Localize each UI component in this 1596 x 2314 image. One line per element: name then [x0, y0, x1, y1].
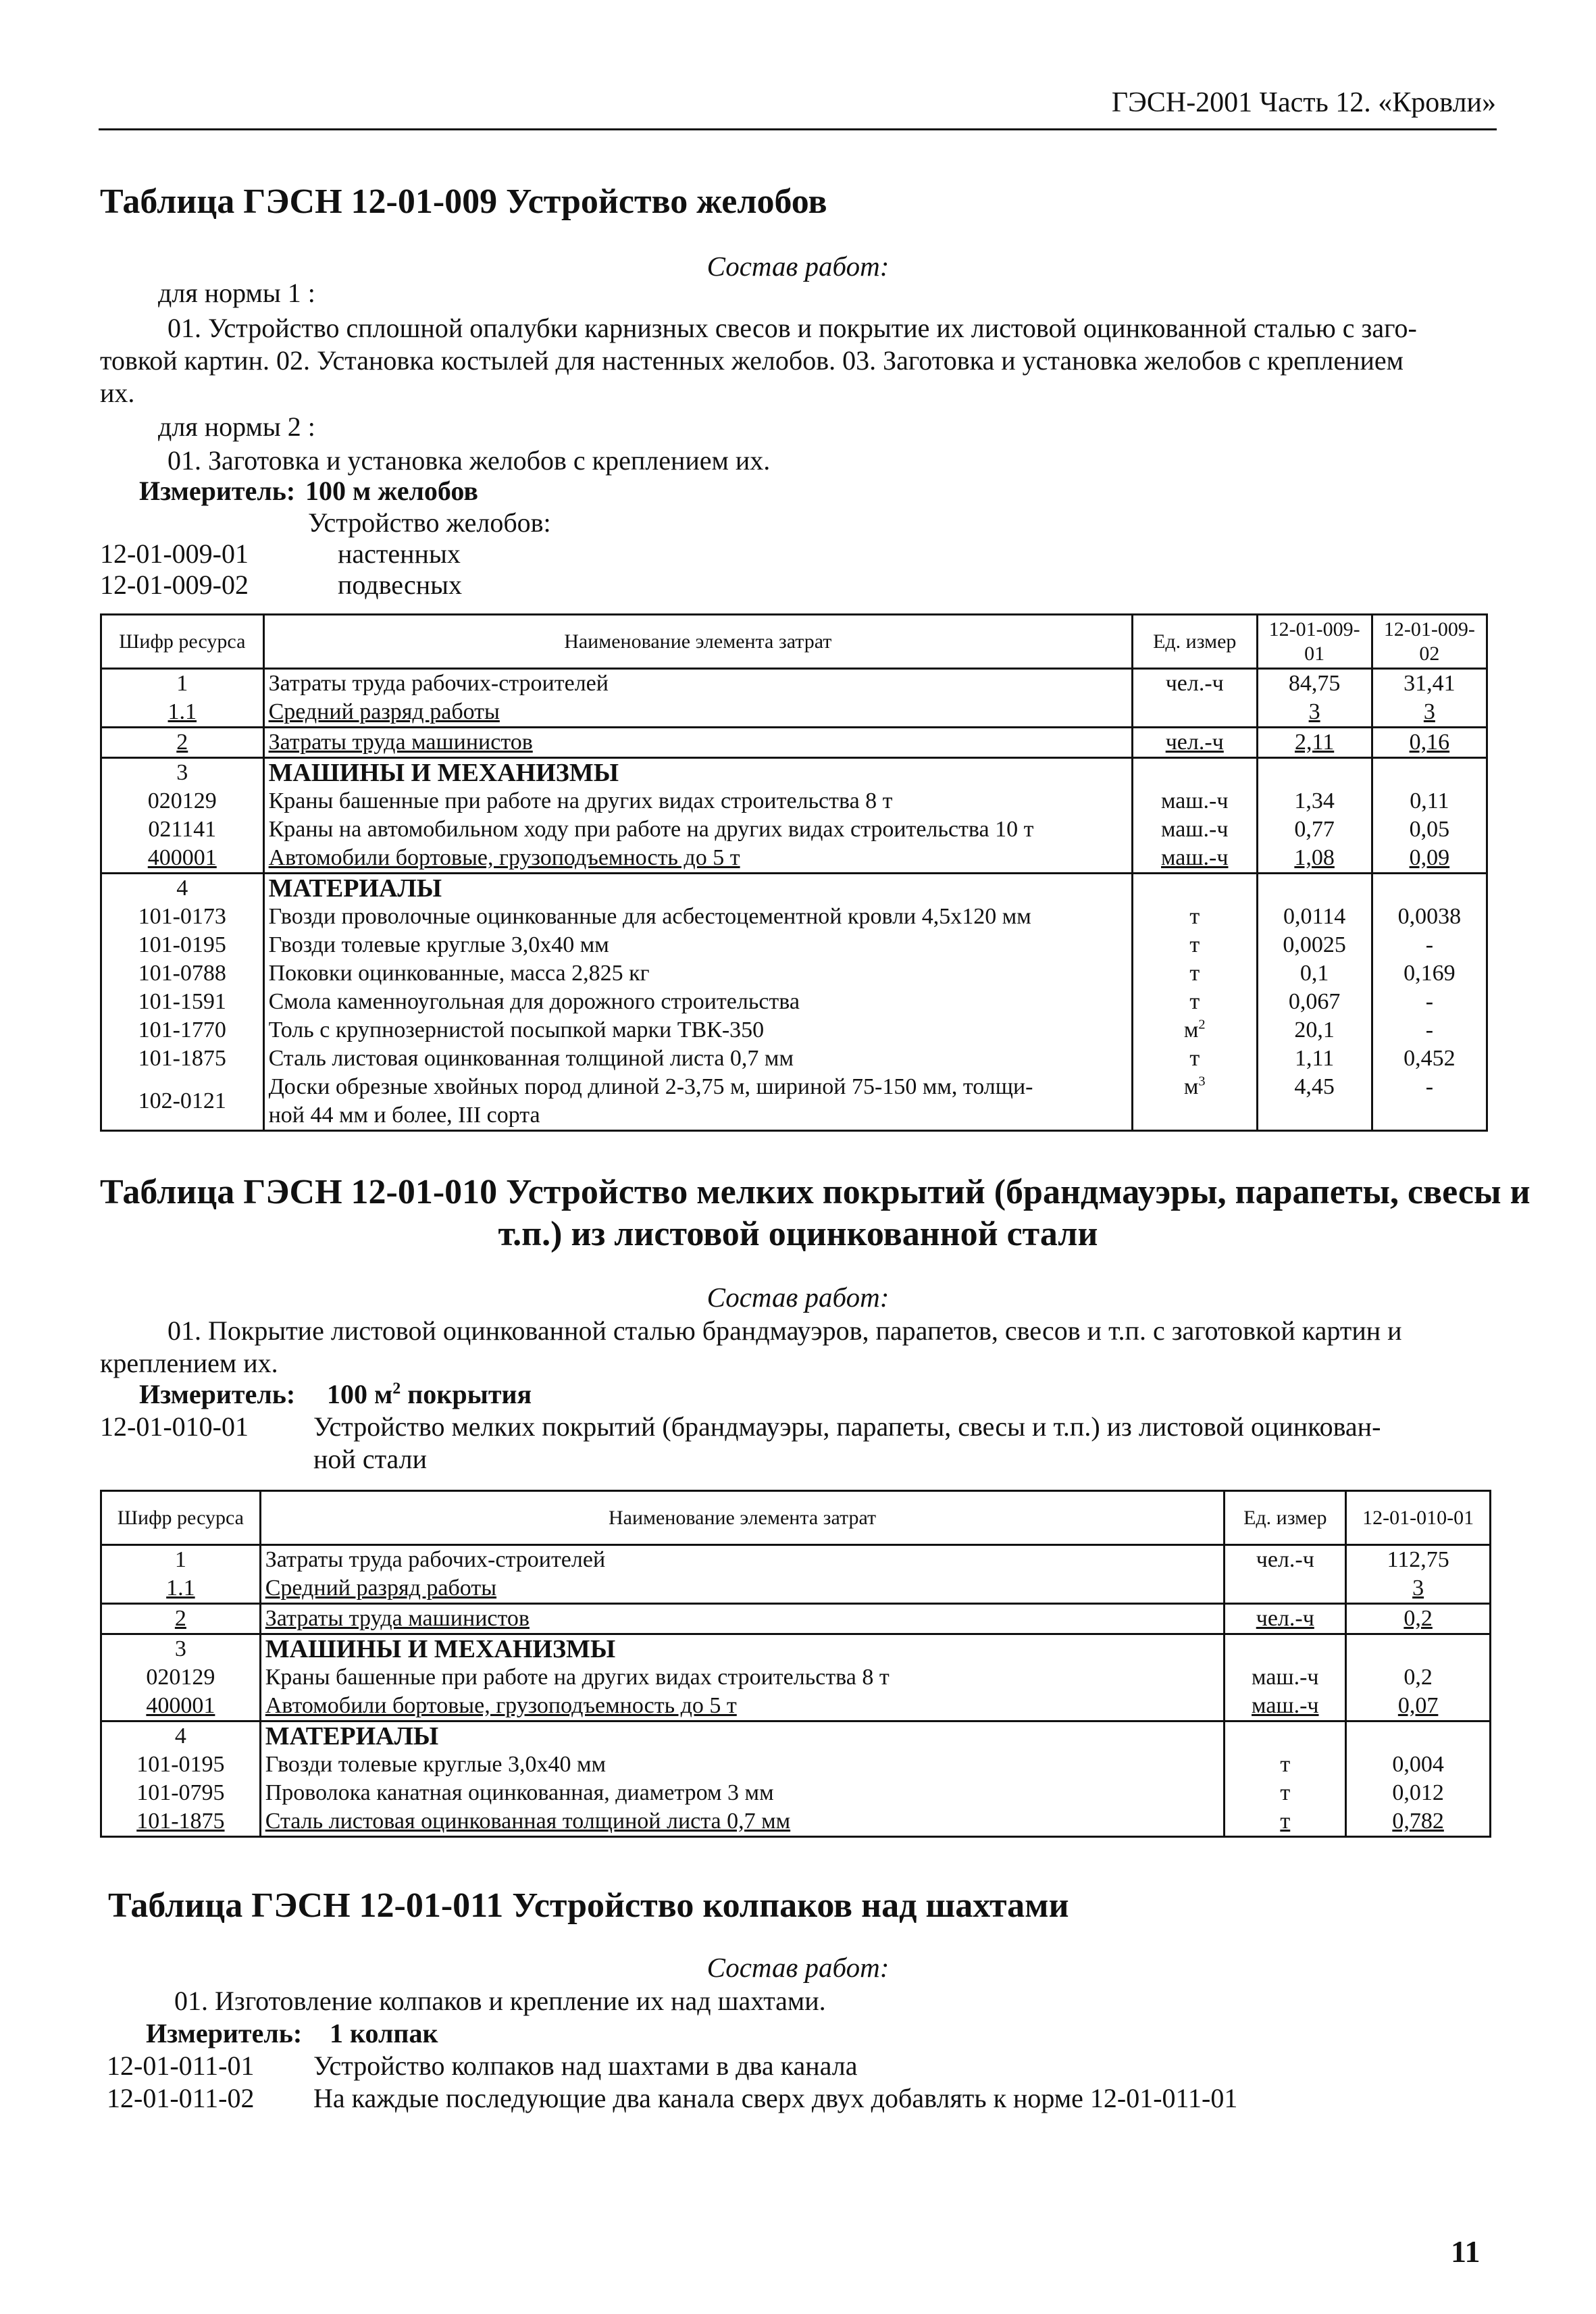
- table-row: [101, 959, 1487, 988]
- table2-title: Таблица ГЭСН 12-01-010 Устройство мелких покрытий (брандмауэры, парапеты, свесы и: [100, 1173, 1530, 1211]
- table2-text: 01. Покрытие листовой оцинкованной сталью брандмауэров, парапетов, свесов и т.п. с заготовкой картин и: [168, 1315, 1402, 1346]
- cell-unit: чел.-ч: [1225, 1545, 1346, 1575]
- cell-code: 1.1: [101, 698, 264, 728]
- cell-name-text: Автомобили бортовые, грузоподъемность до 5 т: [268, 845, 740, 870]
- cell-value: 0,004: [1346, 1751, 1491, 1779]
- col-header-code: Шифр ресурса: [101, 615, 264, 669]
- cell-value: -: [1372, 988, 1487, 1016]
- cell-value: -: [1372, 1073, 1487, 1131]
- cell-code: 101-1591: [101, 988, 264, 1016]
- cell-value: 2,11: [1257, 728, 1372, 758]
- cell-code: 101-1875: [101, 1045, 264, 1073]
- cell-name-text: Краны башенные при работе на других видах строительства 8 т: [265, 1665, 890, 1690]
- cell-value: 3: [1346, 1574, 1491, 1604]
- cell-unit: [1225, 1634, 1346, 1664]
- header-rule: [99, 128, 1497, 130]
- cell-unit: т: [1133, 903, 1258, 931]
- cell-code: 1: [101, 669, 264, 699]
- cell-name-text: Затраты труда машинистов: [268, 730, 533, 755]
- cell-code: 4: [101, 874, 264, 903]
- table-row: [101, 988, 1487, 1016]
- cell-name: [263, 903, 1132, 931]
- cell-value: 0,452: [1372, 1045, 1487, 1073]
- cell-unit: $м^2$: [1133, 1016, 1258, 1045]
- cell-code: 021141: [101, 815, 264, 844]
- cell-name: [263, 728, 1132, 758]
- table-row: [101, 669, 1487, 699]
- cell-value: 0,0025: [1257, 931, 1372, 959]
- table-row: [101, 1721, 1491, 1751]
- col-header-unit: Ед. измер: [1225, 1491, 1346, 1545]
- col-header-norm: 12-01-010-01: [1346, 1491, 1491, 1545]
- norm-code: 12-01-009-02: [100, 570, 249, 600]
- table-row: [101, 1045, 1487, 1073]
- cell-value: 3: [1372, 698, 1487, 728]
- cell-code: 3: [101, 1634, 261, 1664]
- table2-text: креплением их.: [100, 1348, 278, 1378]
- table1-norm2-text: 01. Заготовка и установка желобов с креплением их.: [168, 445, 771, 476]
- cell-unit: чел.-ч: [1225, 1604, 1346, 1634]
- cell-name: [263, 959, 1132, 988]
- cell-unit: [1225, 1721, 1346, 1751]
- cell-name: [260, 1634, 1225, 1664]
- cell-name: [263, 844, 1132, 874]
- cell-unit: [1133, 874, 1258, 903]
- table-row: [101, 1073, 1487, 1131]
- table3-text: 01. Изготовление колпаков и крепление их над шахтами.: [174, 1986, 826, 2016]
- cell-code: 400001: [101, 844, 264, 874]
- table-row: [101, 787, 1487, 815]
- cell-unit: маш.-ч: [1133, 815, 1258, 844]
- cell-unit: т: [1133, 931, 1258, 959]
- cell-value: 112,75: [1346, 1545, 1491, 1575]
- norm-code: 12-01-009-01: [100, 538, 249, 569]
- cell-name-text: Толь с крупнозернистой посыпкой марки ТВК-350: [268, 1017, 765, 1042]
- cell-code: 2: [101, 728, 264, 758]
- cell-name: [263, 1016, 1132, 1045]
- cell-name: [260, 1779, 1225, 1807]
- cell-value: 0,77: [1257, 815, 1372, 844]
- cell-value: 4,45: [1257, 1073, 1372, 1131]
- cell-name: [263, 988, 1132, 1016]
- cell-name-text: Доски обрезные хвойных пород длиной 2-3,75 м, шириной 75-150 мм, толщи-: [268, 1074, 1033, 1099]
- cell-name-text: Краны на автомобильном ходу при работе на других видах строительства 10 т: [268, 817, 1034, 842]
- cell-code: 3: [101, 758, 264, 788]
- cell-code: 101-0195: [101, 1751, 261, 1779]
- cell-code: 102-0121: [101, 1073, 264, 1131]
- table-row: [101, 728, 1487, 758]
- cell-name-text: Проволока канатная оцинкованная, диаметром 3 мм: [265, 1780, 774, 1805]
- cell-name: [263, 1045, 1132, 1073]
- norm-name: На каждые последующие два канала сверх двух добавлять к норме 12-01-011-01: [313, 2083, 1238, 2113]
- cell-value: 1,08: [1257, 844, 1372, 874]
- cell-code: 1.1: [101, 1574, 261, 1604]
- norm-name: ной стали: [313, 1444, 428, 1474]
- table1-group-label: Устройство желобов:: [308, 507, 551, 538]
- cell-name-text: Средний разряд работы: [268, 699, 500, 724]
- cell-value: [1372, 874, 1487, 903]
- cell-name-text: Сталь листовая оцинкованная толщиной листа 0,7 мм: [265, 1809, 791, 1834]
- table1-composition-title: Состав работ:: [706, 251, 890, 282]
- cell-code: 101-0173: [101, 903, 264, 931]
- cell-value: 3: [1257, 698, 1372, 728]
- table-row: [101, 1574, 1491, 1604]
- cell-name: [260, 1574, 1225, 1604]
- cell-value: 0,0038: [1372, 903, 1487, 931]
- cell-name: [260, 1692, 1225, 1721]
- table1-meter-label: Измеритель:: [139, 476, 296, 506]
- cell-name-text: ной 44 мм и более, III сорта: [268, 1103, 540, 1128]
- cell-value: [1346, 1721, 1491, 1751]
- table1-norm1-label: для нормы 1 :: [158, 278, 315, 308]
- table2-meter-value: 100 $м^2$ покрытия: [327, 1379, 532, 1409]
- cell-name-text: МАШИНЫ И МЕХАНИЗМЫ: [268, 759, 619, 787]
- table1-title: Таблица ГЭСН 12-01-009 Устройство желобов: [100, 182, 827, 221]
- cell-value: [1257, 874, 1372, 903]
- cell-value: -: [1372, 1016, 1487, 1045]
- table-row: [101, 1663, 1491, 1692]
- table-row: [101, 1779, 1491, 1807]
- cell-name-text: Автомобили бортовые, грузоподъемность до 5 т: [265, 1693, 737, 1718]
- col-header-norm: 12-01-009-01: [1257, 615, 1372, 669]
- cell-code: 101-0795: [101, 1779, 261, 1807]
- cell-value: [1346, 1634, 1491, 1664]
- norm-code: 12-01-010-01: [100, 1411, 249, 1442]
- cell-name: [260, 1663, 1225, 1692]
- cell-code: 020129: [101, 787, 264, 815]
- cell-code: 1: [101, 1545, 261, 1575]
- table-row: [101, 1604, 1491, 1634]
- cell-name-text: Средний разряд работы: [265, 1576, 497, 1601]
- table-row: [101, 815, 1487, 844]
- table1-resources: [100, 613, 1488, 1132]
- cell-value: 0,067: [1257, 988, 1372, 1016]
- cell-name: [260, 1604, 1225, 1634]
- col-header-norm: 12-01-009-02: [1372, 615, 1487, 669]
- table1-norm1-text: 01. Устройство сплошной опалубки карнизных свесов и покрытие их листовой оцинкованной сталью с заго-: [168, 313, 1417, 343]
- table3-composition-title: Состав работ:: [706, 1952, 890, 1983]
- table1-norm2-label: для нормы 2 :: [158, 411, 315, 442]
- cell-unit: [1225, 1574, 1346, 1604]
- cell-value: 84,75: [1257, 669, 1372, 699]
- cell-unit: маш.-ч: [1133, 787, 1258, 815]
- cell-value: 0,16: [1372, 728, 1487, 758]
- table3-title: Таблица ГЭСН 12-01-011 Устройство колпаков над шахтами: [108, 1886, 1069, 1925]
- cell-name: [260, 1807, 1225, 1837]
- table-row: [101, 874, 1487, 903]
- cell-name-text: Затраты труда машинистов: [265, 1606, 530, 1631]
- cell-value: 0,07: [1346, 1692, 1491, 1721]
- cell-name: [263, 787, 1132, 815]
- table-row: [101, 903, 1487, 931]
- norm-code: 12-01-011-02: [107, 2083, 255, 2113]
- cell-value: -: [1372, 931, 1487, 959]
- cell-value: 1,11: [1257, 1045, 1372, 1073]
- table-row: [101, 1807, 1491, 1837]
- cell-code: 101-0788: [101, 959, 264, 988]
- cell-unit: маш.-ч: [1225, 1663, 1346, 1692]
- cell-name: [263, 698, 1132, 728]
- cell-name-text: Поковки оцинкованные, масса 2,825 кг: [268, 961, 650, 986]
- cell-name-text: Затраты труда рабочих-строителей: [268, 671, 609, 696]
- cell-code: 101-1770: [101, 1016, 264, 1045]
- cell-unit: т: [1225, 1779, 1346, 1807]
- cell-value: 0,782: [1346, 1807, 1491, 1837]
- cell-name: [263, 815, 1132, 844]
- col-header-name: Наименование элемента затрат: [260, 1491, 1225, 1545]
- cell-name-text: Гвозди толевые круглые 3,0х40 мм: [268, 932, 609, 957]
- cell-name-text: Краны башенные при работе на других видах строительства 8 т: [268, 788, 893, 813]
- norm-name: подвесных: [338, 570, 463, 600]
- norm-code: 12-01-011-01: [107, 2051, 255, 2081]
- cell-name-text: Смола каменноугольная для дорожного строительства: [268, 989, 800, 1014]
- cell-name-text: МАТЕРИАЛЫ: [268, 874, 442, 903]
- table1-norm1-text: их.: [100, 378, 135, 408]
- table2-composition-title: Состав работ:: [706, 1282, 890, 1313]
- norm-name: Устройство колпаков над шахтами в два канала: [313, 2051, 858, 2081]
- table3-meter-label: Измеритель:: [146, 2018, 303, 2048]
- table1-norm1-text: товкой картин. 02. Установка костылей для настенных желобов. 03. Заготовка и установка желобов с креплением: [100, 345, 1404, 376]
- cell-name: [260, 1751, 1225, 1779]
- cell-code: 101-1875: [101, 1807, 261, 1837]
- cell-unit: т: [1133, 988, 1258, 1016]
- col-header-name: Наименование элемента затрат: [263, 615, 1132, 669]
- cell-name: [263, 669, 1132, 699]
- norm-name: Устройство мелких покрытий (брандмауэры, парапеты, свесы и т.п.) из листовой оцинкован-: [313, 1411, 1381, 1442]
- cell-unit: маш.-ч: [1133, 844, 1258, 874]
- cell-name-text: МАТЕРИАЛЫ: [265, 1722, 439, 1751]
- cell-name: [260, 1721, 1225, 1751]
- cell-value: 20,1: [1257, 1016, 1372, 1045]
- cell-unit: [1133, 698, 1258, 728]
- table-row: [101, 698, 1487, 728]
- table-row: [101, 844, 1487, 874]
- cell-value: 0,2: [1346, 1663, 1491, 1692]
- cell-value: 0,1: [1257, 959, 1372, 988]
- table-row: [101, 931, 1487, 959]
- table-row: [101, 1692, 1491, 1721]
- cell-name-text: Сталь листовая оцинкованная толщиной листа 0,7 мм: [268, 1046, 794, 1071]
- cell-code: 2: [101, 1604, 261, 1634]
- cell-name: [263, 874, 1132, 903]
- cell-value: 0,2: [1346, 1604, 1491, 1634]
- cell-code: 101-0195: [101, 931, 264, 959]
- table2-meter-label: Измеритель:: [139, 1379, 296, 1409]
- cell-unit: чел.-ч: [1133, 669, 1258, 699]
- cell-value: 0,169: [1372, 959, 1487, 988]
- running-header: ГЭСН-2001 Часть 12. «Кровли»: [1111, 87, 1496, 118]
- cell-value: 0,0114: [1257, 903, 1372, 931]
- cell-unit: чел.-ч: [1133, 728, 1258, 758]
- table3-meter-value: 1 колпак: [330, 2018, 438, 2048]
- cell-name-text: Затраты труда рабочих-строителей: [265, 1547, 606, 1572]
- cell-unit: [1133, 758, 1258, 788]
- table2-resources: [100, 1490, 1491, 1838]
- cell-unit: $м^3$: [1133, 1073, 1258, 1131]
- cell-code: 020129: [101, 1663, 261, 1692]
- cell-unit: т: [1225, 1751, 1346, 1779]
- cell-value: 31,41: [1372, 669, 1487, 699]
- cell-name-text: МАШИНЫ И МЕХАНИЗМЫ: [265, 1635, 616, 1663]
- cell-name: [263, 931, 1132, 959]
- cell-value: 0,11: [1372, 787, 1487, 815]
- cell-code: 4: [101, 1721, 261, 1751]
- cell-value: 0,012: [1346, 1779, 1491, 1807]
- col-header-unit: Ед. измер: [1133, 615, 1258, 669]
- cell-value: [1257, 758, 1372, 788]
- cell-name-text: Гвозди толевые круглые 3,0х40 мм: [265, 1752, 606, 1777]
- cell-value: 0,09: [1372, 844, 1487, 874]
- cell-unit: т: [1133, 1045, 1258, 1073]
- table-row: [101, 1634, 1491, 1664]
- cell-unit: т: [1225, 1807, 1346, 1837]
- table2-title: т.п.) из листовой оцинкованной стали: [498, 1215, 1098, 1253]
- table-row: [101, 758, 1487, 788]
- cell-code: 400001: [101, 1692, 261, 1721]
- cell-name: [263, 758, 1132, 788]
- page-number: 11: [1451, 2234, 1481, 2269]
- cell-name: [260, 1545, 1225, 1575]
- cell-value: 1,34: [1257, 787, 1372, 815]
- table-row: [101, 1016, 1487, 1045]
- cell-unit: маш.-ч: [1225, 1692, 1346, 1721]
- cell-unit: т: [1133, 959, 1258, 988]
- cell-name: [263, 1073, 1132, 1131]
- col-header-code: Шифр ресурса: [101, 1491, 261, 1545]
- table1-meter-value: 100 м желобов: [305, 476, 478, 506]
- cell-name-text: Гвозди проволочные оцинкованные для асбестоцементной кровли 4,5х120 мм: [268, 904, 1031, 929]
- norm-name: настенных: [338, 538, 461, 569]
- cell-value: 0,05: [1372, 815, 1487, 844]
- table-row: [101, 1751, 1491, 1779]
- table-row: [101, 1545, 1491, 1575]
- cell-value: [1372, 758, 1487, 788]
